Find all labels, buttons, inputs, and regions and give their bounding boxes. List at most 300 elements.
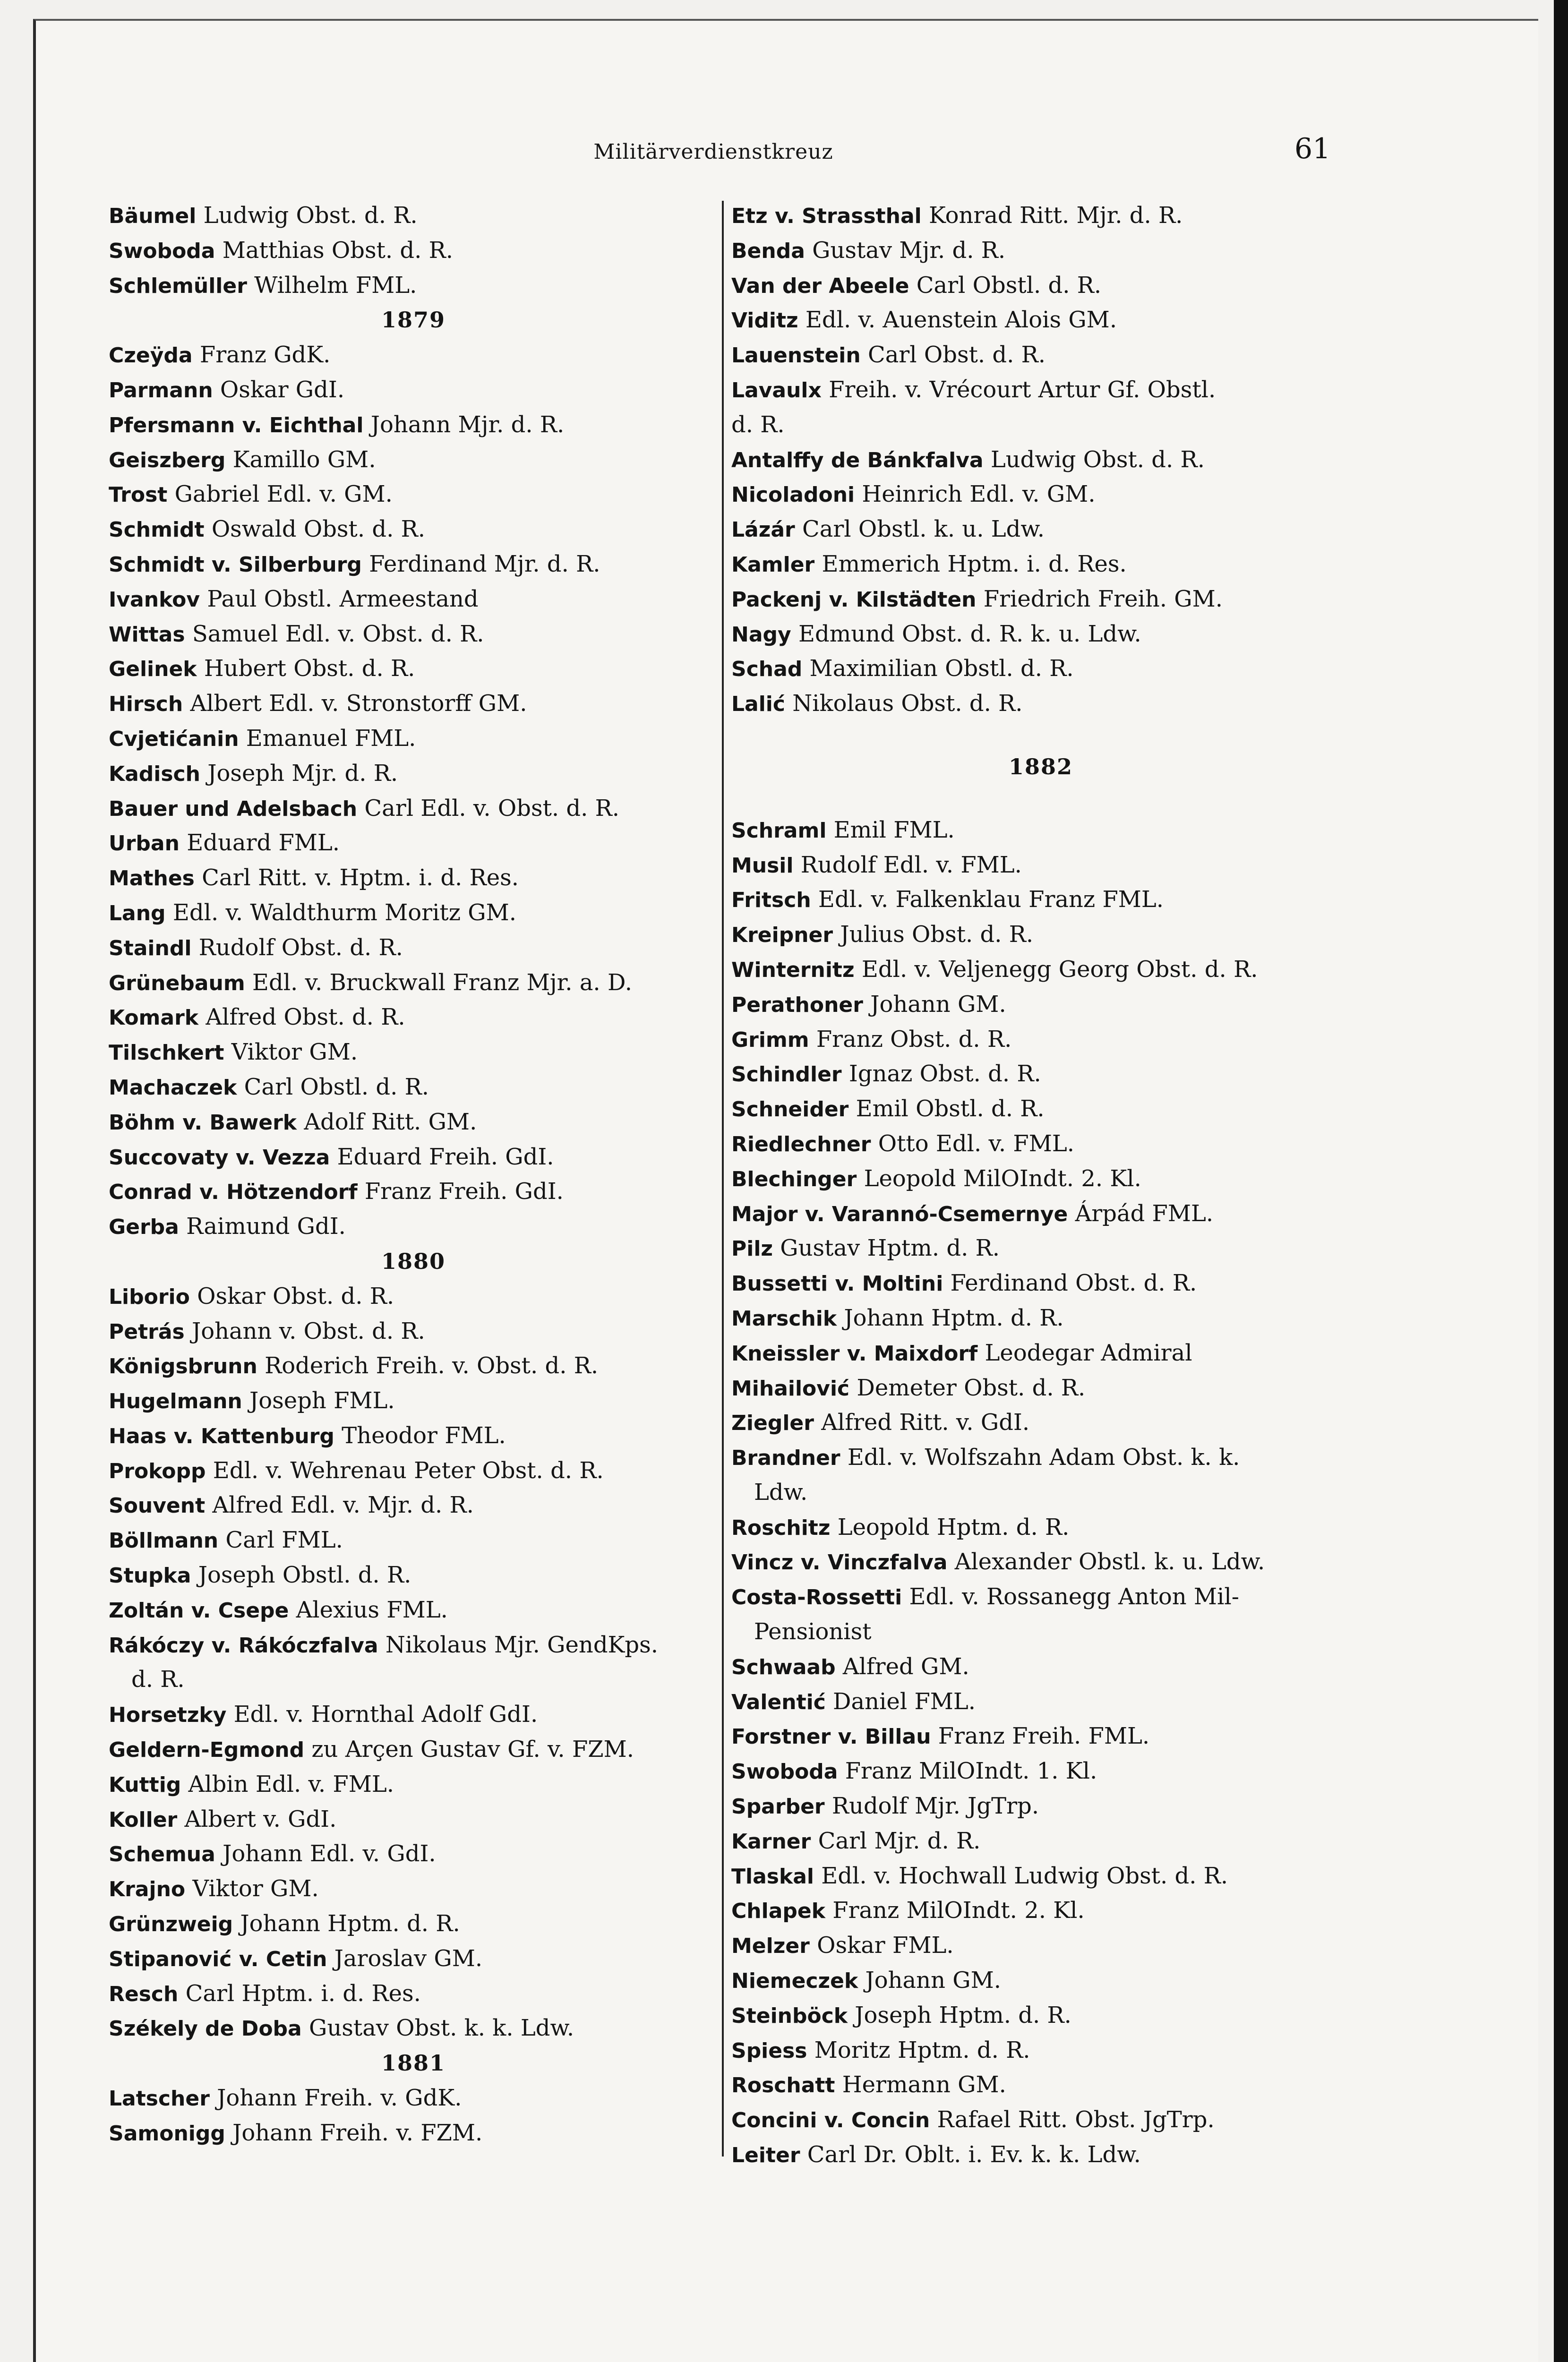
spacer [731, 785, 1350, 813]
entry-surname: Swoboda [109, 239, 215, 263]
running-head: Militärverdienstkreuz [593, 140, 833, 164]
entry-details: Johann Mjr. d. R. [363, 411, 565, 438]
entry-details: Leopold Hptm. d. R. [830, 1514, 1070, 1540]
entry-surname: Pilz [731, 1237, 773, 1261]
entry-surname: Benda [731, 239, 805, 263]
entry-surname: Forstner v. Billau [731, 1725, 931, 1749]
list-item [731, 198, 1350, 233]
list-item [731, 1545, 1350, 1580]
entry-surname: Bäumel [109, 204, 197, 228]
entry-surname: Conrad v. Hötzendorf [109, 1180, 358, 1205]
entry-details: Carl Obst. d. R. [860, 342, 1046, 368]
entry-details: Kamillo GM. [225, 446, 376, 473]
list-item [109, 1977, 718, 2011]
entry-details: Carl FML. [218, 1527, 343, 1554]
entry-surname: Lalić [731, 692, 785, 717]
entry-details: Rudolf Obst. d. R. [191, 934, 403, 961]
entry-surname: Ivankov [109, 587, 200, 612]
list-item [109, 861, 718, 896]
entry-details: Edl. v. Wehrenau Peter Obst. d. R. [206, 1457, 604, 1484]
entry-surname: Grünzweig [109, 1912, 233, 1937]
entry-surname: Costa-Rossetti [731, 1585, 902, 1610]
entry-surname: Schlemüller [109, 274, 247, 298]
entry-surname: Petrás [109, 1319, 185, 1344]
entry-details: Ferdinand Obst. d. R. [943, 1270, 1197, 1297]
entry-details: Edl. v. Falkenklau Franz FML. [811, 886, 1164, 913]
entry-details: Edl. v. Bruckwall Franz Mjr. a. D. [245, 969, 632, 996]
list-item [109, 443, 718, 478]
entry-surname: Steinböck [731, 2003, 848, 2028]
page-number: 61 [1294, 132, 1331, 165]
entry-details: Raimund GdI. [179, 1213, 346, 1240]
list-item [731, 268, 1350, 303]
entry-surname: Schraml [731, 818, 827, 843]
entry-details: Samuel Edl. v. Obst. d. R. [185, 620, 484, 647]
entry-surname: Resch [109, 1982, 179, 2006]
list-item [731, 2103, 1350, 2138]
list-item [731, 1266, 1350, 1301]
entry-surname: Königsbrunn [109, 1354, 257, 1379]
right-column [731, 198, 1350, 2173]
list-item [731, 1057, 1350, 1092]
entry-surname: Leiter [731, 2143, 800, 2168]
entry-details: Carl Mjr. d. R. [811, 1827, 981, 1854]
entry-surname: Souvent [109, 1494, 206, 1518]
entry-details: Jaroslav GM. [327, 1945, 483, 1972]
entry-details: Paul Obstl. Armeestand [200, 585, 479, 612]
list-item [731, 477, 1350, 512]
entry-details: Carl Obstl. d. R. [909, 272, 1102, 299]
entry-surname: Concini v. Concin [731, 2108, 930, 2133]
entry-details: Alfred Obst. d. R. [198, 1004, 405, 1031]
entry-surname: Nicoladoni [731, 483, 855, 507]
entry-details: Viktor GM. [224, 1039, 358, 1066]
entry-details: Rudolf Mjr. JgTrp. [824, 1793, 1039, 1820]
entry-surname: Sparber [731, 1795, 825, 1819]
entry-details: Johann Hptm. d. R. [837, 1304, 1064, 1331]
list-item [731, 1197, 1350, 1232]
list-item [109, 1488, 718, 1523]
entry-surname: Gelinek [109, 657, 197, 682]
list-item [109, 1767, 718, 1802]
list-item [731, 2068, 1350, 2103]
list-item [731, 443, 1350, 478]
list-item [731, 338, 1350, 373]
entry-details: Edmund Obst. d. R. k. u. Ldw. [791, 620, 1141, 647]
list-item [731, 1022, 1350, 1057]
list-item [731, 917, 1350, 952]
list-item [109, 1942, 718, 1977]
list-item [109, 1314, 718, 1349]
entry-surname: Böhm v. Bawerk [109, 1110, 297, 1135]
entry-surname: Nagy [731, 622, 791, 647]
entry-surname: Trost [109, 483, 168, 507]
entry-surname: Blechinger [731, 1167, 857, 1191]
entry-details: Franz MilOIndt. 2. Kl. [825, 1897, 1085, 1924]
entry-surname: Major v. Varannó-Csemernye [731, 1202, 1068, 1226]
list-item [109, 896, 718, 931]
entry-surname: Stipanović v. Cetin [109, 1947, 327, 1971]
entry-details: Johann Freih. v. FZM. [225, 2119, 483, 2146]
entry-surname: Viditz [731, 308, 798, 333]
entry-surname: Schneider [731, 1097, 849, 1122]
entry-details: Gabriel Edl. v. GM. [167, 481, 393, 508]
entry-surname: Chlapek [731, 1899, 825, 1924]
year-heading: 1879 [381, 307, 446, 333]
entry-surname: Lázár [731, 518, 795, 542]
entry-details: Johann v. Obst. d. R. [184, 1318, 425, 1344]
list-item [731, 1928, 1350, 1963]
list-item [109, 1035, 718, 1070]
entry-details: Leopold MilOIndt. 2. Kl. [857, 1165, 1141, 1192]
entry-surname: Cvjetićanin [109, 727, 239, 751]
entry-surname: Székely de Doba [109, 2017, 302, 2041]
list-item [731, 1301, 1350, 1336]
list-item [731, 512, 1350, 547]
year-heading: 1880 [381, 1248, 446, 1274]
list-item [109, 1174, 718, 1209]
entry-details: Ferdinand Mjr. d. R. [361, 550, 600, 577]
entry-surname: Succovaty v. Vezza [109, 1145, 330, 1170]
entry-surname: Rákóczy v. Rákóczfalva [109, 1633, 378, 1658]
list-item [731, 547, 1350, 582]
entry-surname: Lauenstein [731, 343, 861, 368]
entry-details: Edl. v. Hochwall Ludwig Obst. d. R. [814, 1862, 1228, 1889]
list-item [731, 1231, 1350, 1266]
entry-surname: Krajno [109, 1877, 186, 1902]
list-item [109, 1558, 718, 1593]
entry-surname: Stupka [109, 1564, 191, 1588]
list-item [109, 651, 718, 686]
entry-surname: Roschatt [731, 2073, 835, 2098]
list-item [109, 1872, 718, 1907]
list-item [109, 198, 718, 233]
list-item-continuation: d. R. [131, 1666, 185, 1693]
list-item [109, 547, 718, 582]
entry-surname: Wittas [109, 622, 185, 647]
entry-details: Oswald Obst. d. R. [204, 516, 425, 543]
entry-surname: Böllmann [109, 1529, 219, 1553]
entry-details: Konrad Ritt. Mjr. d. R. [921, 202, 1183, 229]
list-item [109, 686, 718, 721]
entry-details: Edl. v. Hornthal Adolf GdI. [226, 1701, 538, 1728]
entry-surname: Schmidt v. Silberburg [109, 552, 362, 577]
entry-details: Rafael Ritt. Obst. JgTrp. [930, 2106, 1215, 2133]
entry-surname: Perathoner [731, 993, 863, 1017]
entry-details: Carl Ritt. v. Hptm. i. d. Res. [194, 864, 519, 891]
list-item [731, 952, 1350, 987]
list-item [109, 1907, 718, 1942]
entry-surname: Komark [109, 1006, 199, 1030]
entry-details: Ignaz Obst. d. R. [841, 1061, 1041, 1087]
entry-details: Johann GM. [863, 991, 1006, 1018]
entry-surname: Horsetzky [109, 1703, 227, 1728]
entry-surname: Tilschkert [109, 1041, 224, 1065]
list-item [731, 1893, 1350, 1928]
entry-surname: Geldern-Egmond [109, 1738, 305, 1763]
entry-details: Moritz Hptm. d. R. [807, 2037, 1030, 2063]
list-item [109, 1349, 718, 1384]
list-item [731, 1440, 1350, 1475]
entry-surname: Bauer und Adelsbach [109, 796, 358, 821]
entry-surname: Fritsch [731, 888, 811, 913]
list-item [731, 1963, 1350, 1998]
list-item [731, 848, 1350, 883]
entry-details: Daniel FML. [825, 1688, 976, 1715]
entry-details: Edl. v. Auenstein Alois GM. [798, 307, 1117, 334]
entry-details: Alexander Obstl. k. u. Ldw. [947, 1549, 1265, 1575]
entry-surname: Machaczek [109, 1075, 237, 1100]
entry-surname: Koller [109, 1807, 178, 1832]
entry-details: Albert v. GdI. [177, 1806, 337, 1832]
list-item [109, 1419, 718, 1454]
entry-details: Franz Freih. GdI. [357, 1178, 564, 1205]
entry-surname: Mihailović [731, 1376, 850, 1401]
list-item [109, 931, 718, 966]
entry-surname: Marschik [731, 1306, 837, 1331]
list-item [731, 1789, 1350, 1824]
list-item [731, 1371, 1350, 1406]
list-item-continuation: d. R. [731, 411, 785, 438]
entry-details: Hubert Obst. d. R. [197, 655, 415, 682]
entry-surname: Niemeczek [731, 1969, 858, 1994]
entry-surname: Packenj v. Kilstädten [731, 587, 977, 612]
entry-surname: Hugelmann [109, 1389, 242, 1414]
entry-surname: Grimm [731, 1027, 809, 1052]
entry-surname: Roschitz [731, 1515, 831, 1540]
list-item [731, 1719, 1350, 1754]
list-item [731, 882, 1350, 917]
entry-details: Adolf Ritt. GM. [297, 1108, 477, 1135]
entry-details: Oskar GdI. [213, 376, 345, 403]
entry-surname: Grünebaum [109, 971, 245, 995]
list-item [109, 791, 718, 826]
list-item [109, 1209, 718, 1244]
list-item [109, 408, 718, 443]
entry-surname: Parmann [109, 378, 213, 402]
list-item [731, 1580, 1350, 1615]
list-item [731, 303, 1350, 338]
entry-details: Albert Edl. v. Stronstorff GM. [183, 690, 527, 717]
list-item [731, 1405, 1350, 1440]
entry-details: Franz MilOIndt. 1. Kl. [838, 1758, 1097, 1785]
list-item [109, 2011, 718, 2046]
list-item [109, 338, 718, 373]
year-heading: 1881 [381, 2050, 446, 2076]
entry-details: Carl Hptm. i. d. Res. [178, 1980, 421, 2007]
list-item-continuation: Pensionist [754, 1618, 872, 1645]
list-item [109, 617, 718, 652]
entry-surname: Schmidt [109, 518, 205, 542]
list-item [109, 512, 718, 547]
entry-details: Edl. v. Rossanegg Anton Mil- [902, 1583, 1239, 1610]
entry-details: Joseph Hptm. d. R. [848, 2002, 1071, 2028]
entry-surname: Schad [731, 657, 803, 682]
list-item [109, 582, 718, 617]
entry-surname: Antalffy de Bánkfalva [731, 448, 984, 472]
entry-details: Eduard FML. [179, 830, 340, 856]
entry-surname: Czeÿda [109, 343, 193, 368]
entry-details: Ludwig Obst. d. R. [196, 202, 418, 229]
list-item [109, 1384, 718, 1419]
list-item [109, 233, 718, 268]
entry-surname: Hirsch [109, 692, 183, 717]
entry-surname: Valentić [731, 1690, 826, 1714]
entry-details: Maximilian Obstl. d. R. [802, 655, 1074, 682]
entry-details: Gustav Mjr. d. R. [805, 237, 1006, 264]
list-item [109, 1279, 718, 1314]
entry-details: Emil FML. [826, 816, 955, 843]
list-item [731, 1685, 1350, 1720]
list-item [731, 686, 1350, 721]
list-item [109, 1697, 718, 1732]
entry-details: Viktor GM. [185, 1875, 319, 1902]
entry-surname: Lang [109, 901, 166, 925]
list-item [731, 233, 1350, 268]
list-item [731, 651, 1350, 686]
year-heading: 1882 [1008, 753, 1073, 779]
list-item [109, 1628, 718, 1663]
entry-surname: Liborio [109, 1284, 190, 1309]
list-item [109, 1837, 718, 1872]
entry-surname: Samonigg [109, 2121, 225, 2146]
list-item [731, 813, 1350, 848]
entry-surname: Kamler [731, 552, 815, 577]
entry-details: Nikolaus Mjr. GendKps. [378, 1631, 659, 1658]
entry-surname: Mathes [109, 866, 195, 891]
entry-surname: Winternitz [731, 958, 855, 982]
entry-details: Emmerich Hptm. i. d. Res. [814, 550, 1127, 577]
entry-details: Joseph Obstl. d. R. [191, 1562, 411, 1589]
entry-details: Theodor FML. [334, 1422, 506, 1449]
list-item [109, 1000, 718, 1035]
entry-details: Albin Edl. v. FML. [181, 1771, 394, 1797]
list-item [109, 1523, 718, 1558]
entry-surname: Karner [731, 1829, 811, 1854]
entry-surname: Lavaulx [731, 378, 822, 402]
list-item [109, 1593, 718, 1628]
entry-details: Friedrich Freih. GM. [976, 585, 1223, 612]
list-item [731, 2033, 1350, 2068]
entry-details: Franz GdK. [192, 342, 331, 368]
entry-details: Carl Obstl. d. R. [237, 1073, 429, 1100]
list-item [731, 1092, 1350, 1127]
entry-surname: Melzer [731, 1934, 810, 1959]
entry-surname: Geiszberg [109, 448, 226, 472]
list-item-continuation: Ldw. [754, 1479, 808, 1506]
scan-border-right [1554, 0, 1568, 2362]
list-item [731, 617, 1350, 652]
entry-details: Árpád FML. [1068, 1200, 1214, 1227]
entry-details: zu Arçen Gustav Gf. v. FZM. [304, 1736, 634, 1763]
entry-surname: Zoltán v. Csepe [109, 1598, 289, 1623]
entry-details: Ludwig Obst. d. R. [983, 446, 1205, 473]
list-item [109, 2116, 718, 2151]
entry-details: Franz Freih. FML. [931, 1723, 1150, 1750]
spacer [731, 721, 1350, 750]
entry-surname: Spiess [731, 2038, 807, 2063]
list-item [109, 826, 718, 861]
entry-surname: Vincz v. Vinczfalva [731, 1550, 948, 1575]
list-item [109, 1105, 718, 1140]
entry-surname: Gerba [109, 1215, 179, 1240]
entry-details: Alfred GM. [835, 1653, 969, 1680]
entry-details: Joseph FML. [242, 1387, 395, 1414]
entry-surname: Urban [109, 831, 180, 856]
entry-details: Edl. v. Veljenegg Georg Obst. d. R. [854, 956, 1258, 983]
entry-surname: Schindler [731, 1062, 842, 1087]
entry-surname: Kuttig [109, 1772, 181, 1797]
entry-details: Nikolaus Obst. d. R. [785, 690, 1023, 717]
entry-details: Heinrich Edl. v. GM. [855, 481, 1096, 508]
entry-details: Eduard Freih. GdI. [330, 1143, 554, 1170]
list-item [109, 966, 718, 1001]
list-item [109, 721, 718, 756]
entry-surname: Tlaskal [731, 1864, 814, 1889]
entry-details: Carl Obstl. k. u. Ldw. [795, 516, 1045, 543]
entry-details: Matthias Obst. d. R. [215, 237, 454, 264]
list-item [731, 582, 1350, 617]
list-item [731, 1859, 1350, 1894]
entry-details: Carl Dr. Oblt. i. Ev. k. k. Ldw. [800, 2141, 1141, 2168]
entry-details: Julius Obst. d. R. [833, 921, 1034, 948]
entry-details: Edl. v. Waldthurm Moritz GM. [165, 899, 517, 926]
list-item [731, 373, 1350, 408]
list-item [109, 1140, 718, 1175]
entry-details: Oskar FML. [809, 1932, 954, 1959]
entry-details: Carl Edl. v. Obst. d. R. [357, 795, 620, 822]
list-item [731, 1127, 1350, 1162]
entry-details: Johann Freih. v. GdK. [209, 2085, 462, 2112]
list-item [109, 1070, 718, 1105]
entry-details: Hermann GM. [835, 2071, 1006, 2098]
entry-details: Franz Obst. d. R. [809, 1026, 1012, 1053]
entry-surname: Swoboda [731, 1760, 838, 1784]
list-item [731, 1510, 1350, 1545]
entry-details: Freih. v. Vrécourt Artur Gf. Obstl. [821, 376, 1216, 403]
entry-details: Otto Edl. v. FML. [871, 1130, 1074, 1157]
entry-details: Emil Obstl. d. R. [848, 1095, 1045, 1122]
entry-surname: Schwaab [731, 1655, 836, 1679]
entry-surname: Ziegler [731, 1411, 814, 1436]
entry-surname: Brandner [731, 1446, 840, 1471]
entry-surname: Van der Abeele [731, 274, 909, 298]
entry-surname: Staindl [109, 936, 192, 960]
list-item [731, 1336, 1350, 1371]
list-item [109, 477, 718, 512]
entry-details: Alfred Edl. v. Mjr. d. R. [205, 1492, 474, 1519]
entry-surname: Riedlechner [731, 1132, 871, 1156]
entry-surname: Kadisch [109, 762, 200, 786]
entry-details: Joseph Mjr. d. R. [200, 760, 398, 787]
list-item [731, 1998, 1350, 2033]
entry-details: Edl. v. Wolfszahn Adam Obst. k. k. [840, 1444, 1240, 1471]
list-item [731, 1824, 1350, 1859]
entry-details: Johann Hptm. d. R. [233, 1910, 460, 1937]
entry-surname: Latscher [109, 2087, 210, 2111]
entry-details: Gustav Obst. k. k. Ldw. [301, 2015, 574, 2042]
column-divider [722, 201, 724, 2157]
list-item [109, 268, 718, 303]
entry-surname: Kreipner [731, 923, 833, 948]
entry-surname: Pfersmann v. Eichthal [109, 413, 364, 437]
entry-details: Alexius FML. [289, 1596, 448, 1623]
entry-details: Demeter Obst. d. R. [849, 1374, 1086, 1401]
entry-surname: Musil [731, 853, 794, 878]
entry-surname: Kneissler v. Maixdorf [731, 1341, 978, 1366]
list-item [109, 1454, 718, 1489]
list-item [109, 756, 718, 791]
